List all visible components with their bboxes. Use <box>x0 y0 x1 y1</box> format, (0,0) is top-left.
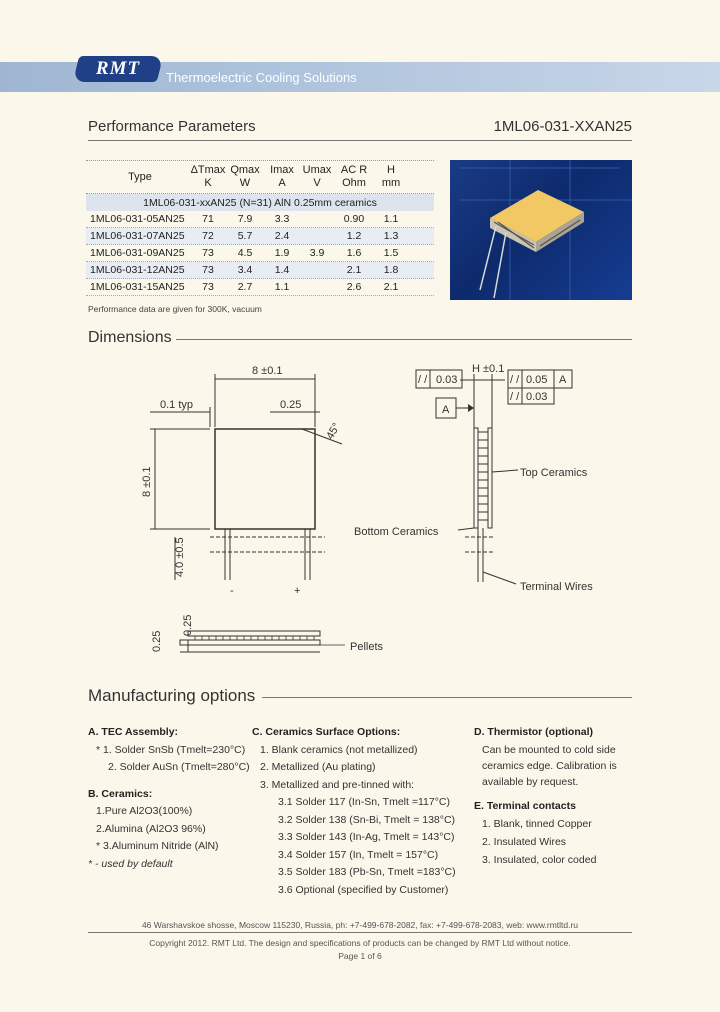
col-header-type: Type <box>128 170 152 183</box>
dim-height: 8 ±0.1 <box>141 466 153 497</box>
section-title-manufacturing: Manufacturing options <box>88 686 256 705</box>
table-group-row: 1ML06-031-xxAN25 (N=31) AlN 0.25mm ceramics <box>86 194 434 211</box>
part-number: 1ML06-031-XXAN25 <box>493 118 632 135</box>
manufacturing-col-a: A. TEC Assembly: * 1. Solder SnSb (Tmelt=230°C) 2. Solder AuSn (Tmelt=280°C) B. Ceramics: 1.Pure Al2O3(100%) 2.Alumina (Al2O3 96%) * 3.Aluminum Nitride (AlN) * - used by default <box>88 726 250 870</box>
col-header-qmax: Qmax W <box>230 164 260 189</box>
dim-edge: 0.25 <box>280 399 302 411</box>
svg-text:/ /: / / <box>510 374 520 386</box>
product-photo <box>450 160 632 300</box>
module-top-view <box>215 429 315 529</box>
tagline: Thermoelectric Cooling Solutions <box>166 70 357 85</box>
tol-parallel-1: 0.03 <box>436 374 458 386</box>
dim-width: 8 ±0.1 <box>252 365 283 377</box>
divider <box>176 339 632 340</box>
col-header-dtmax: ΔTmax K <box>190 164 226 189</box>
svg-text:/ /: / / <box>510 391 520 403</box>
table-row: 1ML06-031-07AN25 72 5.7 2.4 1.2 1.3 <box>86 228 434 245</box>
tol-parallel-3: 0.03 <box>526 391 548 403</box>
tol-parallel-2: 0.05 <box>526 374 548 386</box>
table-header-row <box>86 160 434 194</box>
col-header-imax: Imax A <box>270 164 294 189</box>
dim-side-bottom: 0.25 <box>151 630 163 652</box>
dim-h-tol: H ±0.1 <box>472 363 505 375</box>
dim-wire-length: 4.0 ±0.5 <box>174 537 186 577</box>
datum-a: A <box>442 404 450 416</box>
label-pellets: Pellets <box>350 641 384 653</box>
table-row: 1ML06-031-12AN25 73 3.4 1.4 2.1 1.8 <box>86 262 434 279</box>
page-number: Page 1 of 6 <box>338 951 382 961</box>
svg-text:/ /: / / <box>418 374 428 386</box>
label-terminal-wires: Terminal Wires <box>520 581 593 593</box>
table-note: Performance data are given for 300K, vacuum <box>88 304 262 314</box>
label-top-ceramics: Top Ceramics <box>520 467 588 479</box>
footer-address: 46 Warshavskoe shosse, Moscow 115230, Russia, ph: +7-499-678-2082, fax: +7-499-678-2083, web: www.rmtltd.ru <box>141 920 579 930</box>
table-row: 1ML06-031-15AN25 73 2.7 1.1 2.6 2.1 <box>86 279 434 296</box>
col-header-h: H mm <box>381 164 401 189</box>
datum-ref: A <box>559 374 567 386</box>
divider <box>262 697 632 698</box>
col-header-acr: AC R Ohm <box>340 164 368 189</box>
dimension-drawing <box>80 352 640 672</box>
table-row: 1ML06-031-09AN25 73 4.5 1.9 3.9 1.6 1.5 <box>86 245 434 262</box>
table-row: 1ML06-031-05AN25 71 7.9 3.3 0.90 1.1 <box>86 211 434 228</box>
dim-angle: 45° <box>324 421 343 442</box>
label-bottom-ceramics: Bottom Ceramics <box>354 526 439 538</box>
performance-table <box>86 160 434 296</box>
manufacturing-col-c: C. Ceramics Surface Options: 1. Blank ceramics (not metallized) 2. Metallized (Au plating) 3. Metallized and pre-tinned with: 3.1 Solder 117 (In-Sn, Tmelt =117°C) 3.2 Solder 138 (Sn-Bi, Tmelt = 138°C) 3.3 Solder 143 (In-Ag, Tmelt = 143°C) 3.4 Solder 157 (In, Tmelt = 157°C) 3.5 Solder 183 (Pb-Sn, Tmelt =183°C) 3.6 Optional (specified by Customer) <box>252 726 456 896</box>
divider <box>88 932 632 933</box>
footer-copyright: Copyright 2012. RMT Ltd. The design and specifications of products can be changed by RMT Ltd without notice. <box>149 938 571 948</box>
dim-edge-typ: 0.1 typ <box>160 399 194 411</box>
section-title-performance: Performance Parameters <box>88 118 256 135</box>
divider <box>88 140 632 141</box>
terminal-plus: + <box>294 585 301 597</box>
terminal-minus: - <box>230 585 234 597</box>
dim-side-top: 0.25 <box>182 614 194 636</box>
section-title-dimensions: Dimensions <box>88 329 172 346</box>
col-header-umax: Umax V <box>302 164 332 189</box>
manufacturing-col-d: D. Thermistor (optional) Can be mounted to cold side ceramics edge. Calibration is available by request. E. Terminal contacts 1. Blank, tinned Copper 2. Insulated Wires 3. Insulated, color coded <box>474 726 617 866</box>
rmt-logo: RMT <box>73 56 163 82</box>
